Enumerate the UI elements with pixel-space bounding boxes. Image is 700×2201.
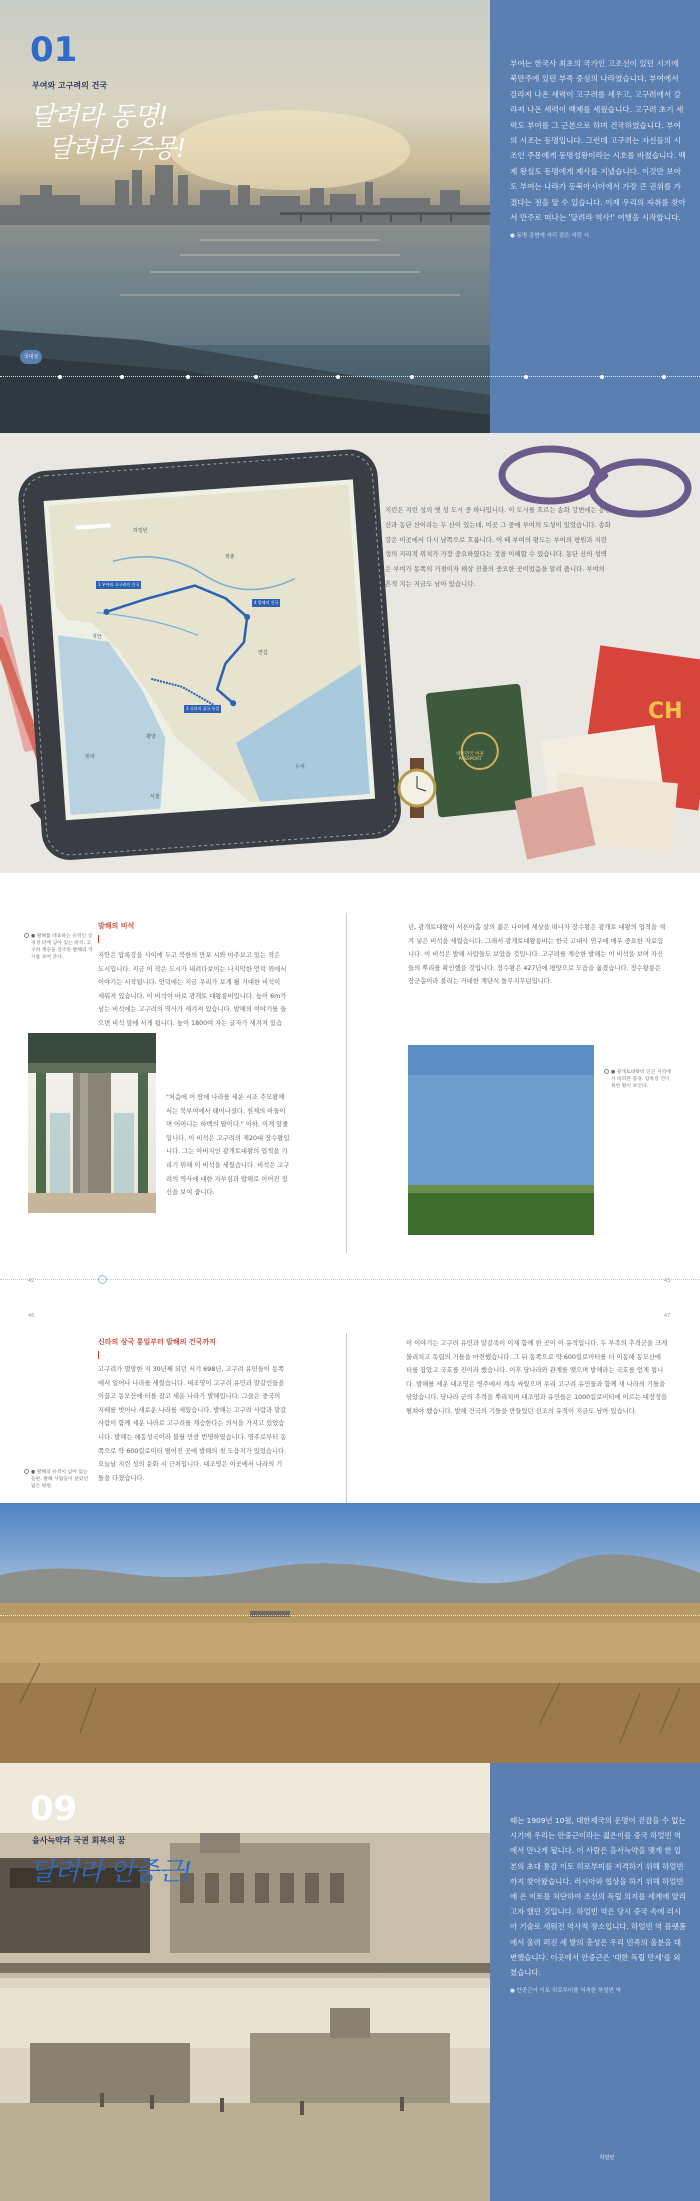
harbin-text: 때는 1909년 10월, 대한제국의 운명이 걷잡을 수 없는 시기에 우리는 안중근이라는 젊은이를 중국 하얼빈 역에서 만나게 됩니다. 이 사람은 을사늑약을 맺게 한 일본의 초대 통감 이토 히로부미를 저격하기 위해 하얼빈까지 찾아왔습니다. 러시아와 협상을 하기 위해 하얼빈에 온 이토를 처단하여 조선의 독립 의지를 세계에 알리고자 했던 것입니다. 하얼빈 역은 당시 중국 속에 러시아 기술로 세워진 역사적 장소입니다. 하얼빈 역 플랫폼에서 울려 퍼진 세 발의 총성은 우리 민족의 울분을 대변했습니다. 이곳에서 안중근은 '대한 독립 만세'를 외쳤습니다. — [510, 1816, 686, 1978]
timeline-dotted-line — [0, 1615, 700, 1616]
landscape-photo — [408, 1045, 594, 1235]
section-ahn-junggeun — [0, 1763, 700, 2201]
page-number-left: 46 — [28, 1313, 35, 1319]
desk-illustration — [0, 433, 700, 873]
caption-right: ● 광개토대왕비 인근 지역에서 바라본 풍경. 압록강 건너 북한 땅이 보인다. — [611, 1070, 671, 1089]
map-label: 서울 — [150, 794, 160, 800]
timeline-dot — [524, 375, 528, 379]
map-label: 평양 — [146, 734, 156, 740]
watch-icon — [399, 758, 435, 818]
article-body-left: 지안은 압록강을 사이에 두고 북한의 만포 시와 마주보고 있는 작은 도시입니다. 지금 이 작은 도시가 내려다보이는 나지막한 언덕 위에서 이야기는 시작됩니다. 언덕에는 지금 우리가 보게 될 거대한 비석이 세워져 있습니다. 이 비석이 바로 광개토 대왕릉비입니다. 높이 6m가 넘는 비석에는 고구려의 역사가 새겨져 있습니다. 발해의 이야기를 들으면 비석 앞에 서게 됩니다. 높이 1800여 자는 글자가 새겨져 있습 — [98, 952, 287, 1027]
sky-field-illustration — [408, 1045, 594, 1235]
route-label: 1 부여와 고구려의 건국 — [98, 582, 140, 587]
caption-marker-icon — [24, 933, 29, 938]
map-label: 동해 — [295, 764, 305, 770]
page-gutter — [346, 913, 347, 1253]
caption-left: ● 발해의 유적이 남아 있는 들판. 발해 사람들이 살았던 넓은 평원. — [31, 1470, 89, 1489]
plain-panorama-photo — [0, 1503, 700, 1763]
article-title: 발해의 비석 — [98, 922, 135, 930]
article-body-left: 고구려가 멸망한 지 30년째 되던 서기 698년, 고구려 유민들이 동쪽에서 일어나 나라를 세웠습니다. 대조영이 고구려 유민과 말갈인들을 이끌고 동모산에 터를 잡고 세운 나라가 발해입니다. 그들은 중국의 지배를 벗어나 새로운 나라를 세웠습니다. 발해는 고구려 사람과 말갈 사람이 함께 세운 나라로 고구려를 계승한다는 의식을 가지고 있었습니다. 발해는 해동성국이라 불릴 만큼 번영하였습니다. 영주로부터 동쪽으로 약 600킬로미터 떨어진 곳에 발해의 첫 도읍지가 있었습니다. 오늘날 지린 성의 둔화 시 근처입니다. 대조영은 이곳에서 나라의 기틀을 다졌습니다. — [98, 1366, 287, 1482]
title-marker — [98, 1351, 99, 1359]
timeline-dot — [410, 375, 414, 379]
map-label: 장춘 — [225, 554, 235, 560]
chapter-title-line1: 달려라 동명! — [30, 102, 168, 132]
section-balhae-stele — [0, 873, 700, 1293]
page-rule — [0, 1279, 700, 1280]
caption-marker-icon — [24, 1469, 29, 1474]
harbin-badge: 하얼빈 — [596, 2151, 618, 2165]
stele-pavilion-illustration — [28, 1033, 156, 1213]
intro-panel — [490, 0, 700, 433]
article-body-right: 년, 광개토대왕이 서른아홉 살의 젊은 나이에 세상을 떠나자 장수왕은 광개토 대왕의 업적을 새겨 넣은 비석을 세웠습니다. 그래서 광개토대왕릉비는 한국 고대사 연구에 매우 중요한 자료입니다. 이 비석은 발해 사람들도 보았을 것입니다. 고구려를 계승한 발해는 이 비석을 보며 자신들의 뿌리를 확인했을 것입니다. 장수왕은 427년에 평양으로 도읍을 옮겼습니다. 장수왕릉은 장군총이라 불리는 거대한 계단식 돌무지무덤입니다. — [408, 924, 666, 986]
timeline-dot — [600, 375, 604, 379]
chapter-subtitle: 부여와 고구려의 건국 — [32, 81, 108, 90]
timeline-dotted-line — [0, 376, 700, 378]
page-gutter — [346, 1333, 347, 1503]
chapter-number: 09 — [30, 1789, 78, 1829]
tablet-icon — [17, 448, 403, 862]
river-city-photo — [0, 0, 490, 433]
harbin-station-photo — [0, 1763, 490, 2201]
article-quote: "처음에 이 땅에 나라를 세운 시조 추모왕께서는 북부여에서 태어나셨다. 천제의 아들이며 어머니는 하백의 딸이다." 아하, 이게 앞줄입니다. 이 비석은 고구려의 제20대 장수왕입니다. 그는 아버지인 광개토대왕의 업적을 기리기 위해 이 비석을 세웠습니다. 비석은 고구려의 역사에 대한 자부심과 발해로 이어진 정신을 보여 줍니다. — [166, 1094, 290, 1197]
article-title: 신라의 삼국 통일부터 발해의 건국까지 — [98, 1338, 216, 1346]
map-label: 연길 — [258, 650, 268, 656]
tickets-icon — [515, 725, 678, 860]
article-body-right: 이 이야기는 고구려 유민과 말갈족이 이제 함께 한 곳이 이 유적입니다. 두 부족의 추격군을 크게 물리치고 독립의 기틀을 마련했습니다. 그 뒤 동쪽으로 약 600킬로미터를 더 이동해 동모산에 터를 잡았고 국호를 진이라 했습니다. 이후 당나라와 관계를 맺으며 발해라는 국호를 얻게 됩니다. 발해를 세운 대조영은 영주에서 계속 싸웠으며 우리 고구려 유민들과 함께 새 나라의 기틀을 닦았습니다. 당나라 군의 추격을 뿌리치며 대조영과 유민들은 1000킬로미터에 이르는 대장정을 펼쳐야 했습니다. 발해 건국의 기틀을 만들었던 선조의 유적이 지금도 남아 있습니다. — [406, 1340, 668, 1415]
route-label: 3 신라의 삼국 통일 — [186, 706, 220, 711]
route-label: 4 발해의 건국 — [254, 600, 279, 605]
timeline-dot — [662, 375, 666, 379]
page-number-right: 47 — [664, 1313, 671, 1319]
intro-caption: ● 동명 강변에 자리 잡은 지린 시 — [510, 233, 590, 240]
section-map-spread — [0, 433, 700, 873]
page-number-right: 43 — [664, 1278, 671, 1284]
chapter-number: 01 — [30, 30, 78, 70]
map-description: 지린은 지린 성의 옛 성 도시 중 하나입니다. 이 도시를 흐르는 송화 강변에는 용탄 산과 동단 산이라는 두 산이 있는데, 이곳 그 중에 부여의 도성이 있었습니다. 송화 강은 이곳에서 다시 남쪽으로 흐릅니다. 이 때 부여의 왕도는 부여의 평원과 지린 성의 지리적 위치가 가장 중요하였다는 것을 이해할 수 있습니다. 동단 산의 성벽은 부여가 동쪽의 거점이자 해상 진출의 중요한 곳이었음을 알려 줍니다. 부여의 흔적 지는 지금도 남아 있습니다. — [385, 506, 611, 588]
section-balhae-founding — [0, 1293, 700, 1763]
timeline-dot — [58, 375, 62, 379]
timeline-dot — [336, 375, 340, 379]
harbin-caption: ● 안중근이 이토 히로부미를 저격한 하얼빈 역 — [510, 1988, 621, 1995]
harbin-panel — [490, 1763, 700, 2201]
caption-marker-icon — [604, 1069, 609, 1074]
caption-left: ● 발해를 대표하는 유적인 상경성 터에 남아 있는 비석. 고구려 계승을 강조한 발해의 역사를 보여 준다. — [31, 934, 93, 960]
timeline-dot — [120, 375, 124, 379]
page-number-left: 42 — [28, 1278, 35, 1284]
timeline-dot — [186, 375, 190, 379]
map-label: 지안 — [92, 634, 102, 640]
title-marker — [98, 935, 99, 943]
stele-photo — [28, 1033, 156, 1213]
timeline-dot — [254, 375, 258, 379]
chapter-title: 달려라 안중근! — [30, 1857, 192, 1887]
chapter-subtitle: 을사늑약과 국권 회복의 꿈 — [32, 1836, 126, 1845]
location-badge: 국내성 — [20, 350, 42, 364]
section-buyeo-goguryeo — [0, 0, 700, 433]
plain-illustration — [0, 1503, 700, 1763]
notebook-tag: CH — [648, 699, 683, 724]
chapter-title-line2: 달려라 주몽! — [48, 134, 186, 164]
map-label: 하얼빈 — [133, 528, 148, 534]
intro-text: 부여는 한국사 최초의 국가인 고조선이 있던 시기에 북만주에 있던 부족 중심의 나라였습니다. 부여에서 갈라져 나온 세력이 고구려를 세우고, 고구려에서 갈라져 나온 세력이 백제를 세웠습니다. 고구려 초기 세력도 부여를 그 근본으로 하며 건국하였습니다. 부여의 시조는 동명입니다. 그런데 고구려는 자신들의 시조인 주몽에게 동명성왕이라는 시호를 바쳤습니다. 백제 왕실도 동명에게 제사를 지냈습니다. 이것만 보아도 부여는 나라가 동북아시아에서 가장 큰 권위를 가졌다는 점을 알 수 있습니다. 이제 우리의 자취를 찾아서 만주로 떠나는 '달려라 역사!' 여행을 시작합니다. — [510, 59, 686, 223]
map-label: 황해 — [85, 754, 95, 760]
passport-label: 대한민국 여권 PASSPORT — [456, 752, 484, 762]
